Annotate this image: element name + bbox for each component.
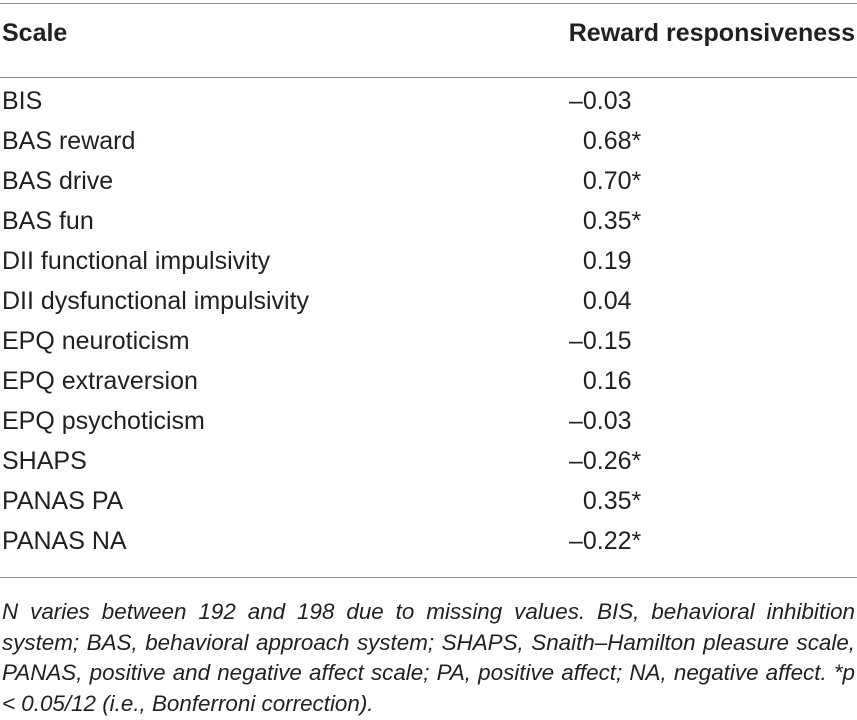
reward-responsiveness-cell: –0.03	[569, 407, 632, 435]
scale-cell: DII functional impulsivity	[2, 247, 271, 275]
scale-cell: BAS drive	[2, 167, 114, 195]
reward-responsiveness-cell: 0.70*	[569, 167, 642, 195]
table-row	[0, 284, 857, 324]
scale-cell: EPQ extraversion	[2, 367, 198, 395]
reward-responsiveness-cell: –0.15	[569, 327, 632, 355]
header-rule	[0, 77, 857, 78]
table-footnote: N varies between 192 and 198 due to missing values. BIS, behavioral inhibition system; BAS, behavioral approach system; SHAPS, Snaith–Hamilton pleasure scale, PANAS, positive and negative affect scale; PA, positive affect; NA, negative affect. *p < 0.05/12 (i.e., Bonferroni correction).	[2, 599, 855, 716]
table-row	[0, 84, 857, 124]
reward-responsiveness-cell: –0.03	[569, 87, 632, 115]
scale-cell: PANAS PA	[2, 487, 124, 515]
table-row	[0, 244, 857, 284]
scale-cell: SHAPS	[2, 447, 87, 475]
reward-responsiveness-cell: 0.04	[569, 287, 632, 315]
reward-responsiveness-cell: 0.19	[569, 247, 632, 275]
reward-responsiveness-cell: –0.22*	[569, 527, 642, 555]
reward-responsiveness-cell: 0.16	[569, 367, 632, 395]
table-row	[0, 404, 857, 444]
reward-responsiveness-cell: 0.68*	[569, 127, 642, 155]
scale-cell: BAS reward	[2, 127, 136, 155]
table-row	[0, 484, 857, 524]
table-row	[0, 364, 857, 404]
table-body	[0, 84, 857, 564]
table-row	[0, 324, 857, 364]
scale-cell: BAS fun	[2, 207, 94, 235]
reward-responsiveness-cell: 0.35*	[569, 487, 642, 515]
scale-cell: PANAS NA	[2, 527, 127, 555]
table-bottom-rule	[0, 577, 857, 578]
scale-cell: EPQ neuroticism	[2, 327, 190, 355]
reward-responsiveness-cell: 0.35*	[569, 207, 642, 235]
scale-cell: BIS	[2, 87, 43, 115]
reward-responsiveness-cell: –0.26*	[569, 447, 642, 475]
column-header-scale: Scale	[2, 19, 68, 47]
table-top-rule	[0, 3, 857, 4]
table-row	[0, 124, 857, 164]
scale-cell: DII dysfunctional impulsivity	[2, 287, 310, 315]
scale-cell: EPQ psychoticism	[2, 407, 205, 435]
table-row	[0, 444, 857, 484]
column-header-reward-responsiveness: Reward responsiveness	[568, 19, 855, 47]
table-row	[0, 164, 857, 204]
table-row	[0, 524, 857, 564]
table-row	[0, 204, 857, 244]
